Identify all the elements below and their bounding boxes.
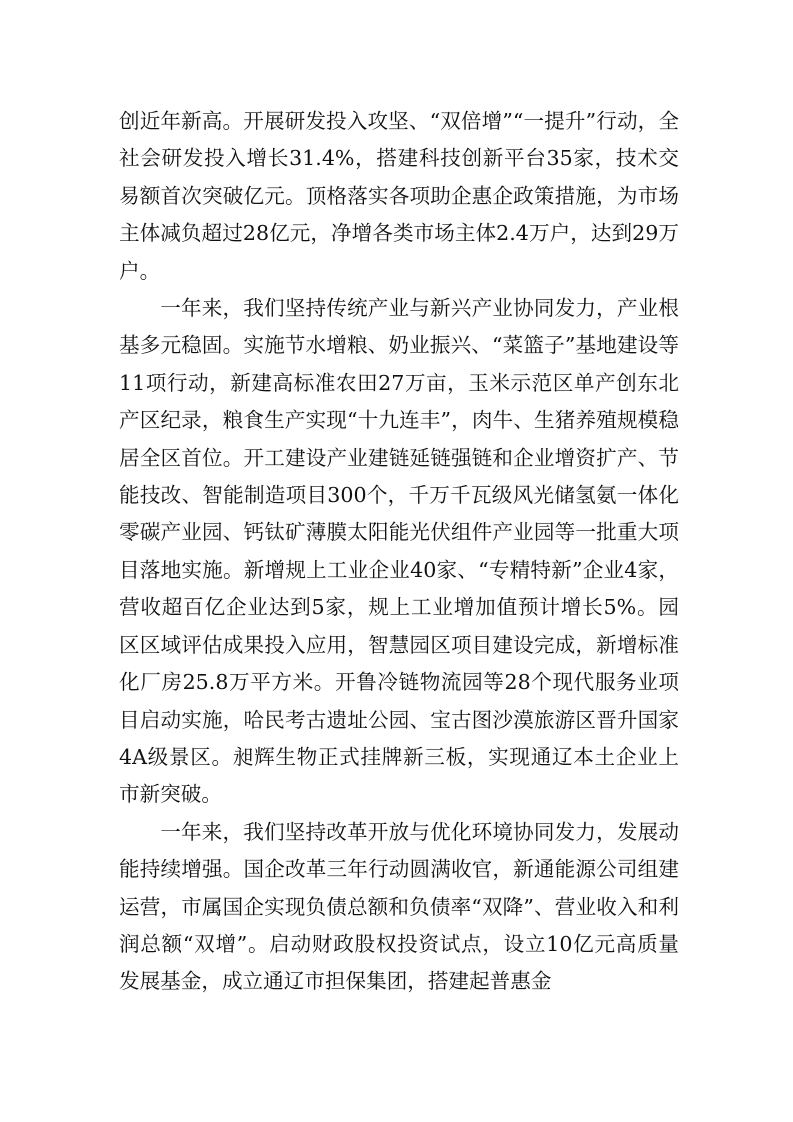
paragraph-reform: 一年来，我们坚持改革开放与优化环境协同发力，发展动能持续增强。国企改革三年行动圆满收官，新通能源公司组建运营，市属国企实现负债总额和负债率“双降”、营业收入和利润总额“双增”。启动财政股权投资试点，设立10亿元高质量发展基金，成立通辽市担保集团，搭建起普惠金 — [119, 819, 679, 994]
body-text — [119, 103, 679, 1001]
paragraph-continuation: 创近年新高。开展研发投入攻坚、“双倍增”“一提升”行动，全社会研发投入增长31.4%，搭建科技创新平台35家，技术交易额首次突破亿元。顶格落实各项助企惠企政策措施，为市场主体减负超过28亿元，净增各类市场主体2.4万户，达到29万户。 — [119, 109, 679, 283]
paragraph-industry: 一年来，我们坚持传统产业与新兴产业协同发力，产业根基多元稳固。实施节水增粮、奶业振兴、“菜篮子”基地建设等11项行动，新建高标准农田27万亩，玉米示范区单产创东北产区纪录，粮食生产实现“十九连丰”，肉牛、生猪养殖规模稳居全区首位。开工建设产业建链延链强链和企业增资扩产、节能技改、智能制造项目300个，千万千瓦级风光储氢氨一体化零碳产业园、钙钛矿薄膜太阳能光伏组件产业园等一批重大项目落地实施。新增规上工业企业40家、“专精特新”企业4家，营收超百亿企业达到5家，规上工业增加值预计增长5%。园区区域评估成果投入应用，智慧园区项目建设完成，新增标准化厂房25.8万平方米。开鲁冷链物流园等28个现代服务业项目启动实施，哈民考古遗址公园、宝古图沙漠旅游区晋升国家4A级景区。昶辉生物正式挂牌新三板，实现通辽本土企业上市新突破。 — [119, 296, 679, 807]
